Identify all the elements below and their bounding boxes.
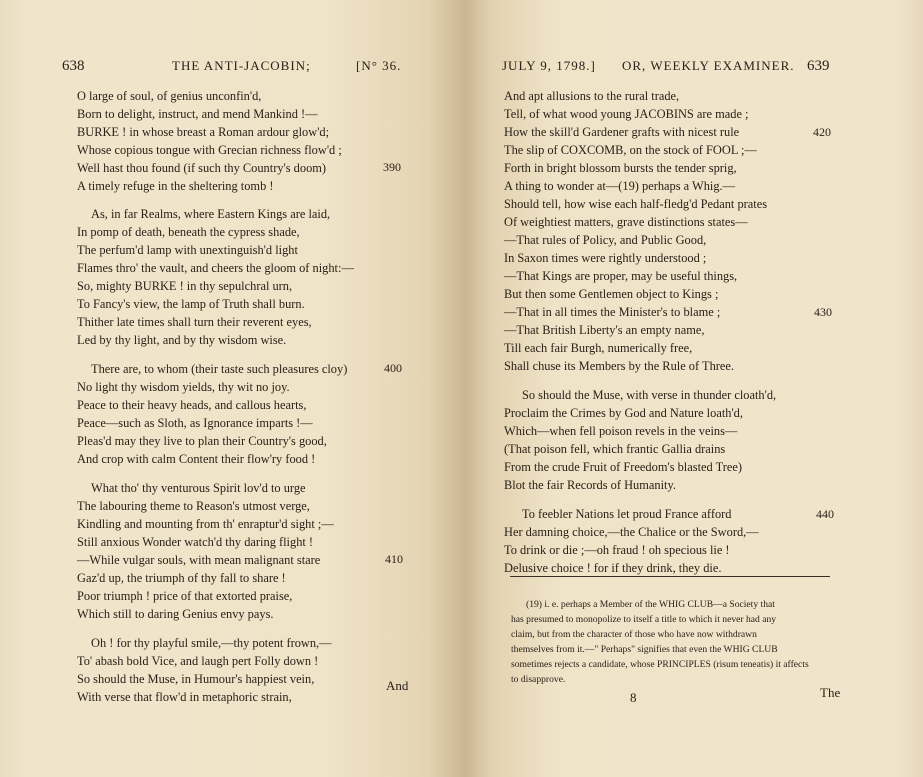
verse-line: So should the Muse, in Humour's happiest vein,: [77, 672, 315, 686]
verse-line: Flames thro' the vault, and cheers the gloom of night:—: [77, 261, 354, 275]
verse-line: Whose copious tongue with Grecian richness flow'd ;: [77, 143, 342, 157]
verse-line: How the skill'd Gardener grafts with nicest rule: [504, 125, 740, 139]
verse-line: Oh ! for thy playful smile,—thy potent frown,—: [91, 636, 332, 650]
verse-line: Proclaim the Crimes by God and Nature loath'd,: [504, 406, 743, 420]
running-head-title: OR, WEEKLY EXAMINER.: [622, 58, 795, 73]
verse-line: So should the Muse, with verse in thunder cloath'd,: [522, 388, 777, 402]
line-number: 430: [814, 305, 832, 319]
verse-line: Born to delight, instruct, and mend Mankind !—: [77, 107, 318, 121]
page-number: 638: [62, 58, 85, 74]
verse-line: Thither late times shall turn their reverent eyes,: [77, 315, 312, 329]
verse-line: Led by thy light, and by thy wisdom wise.: [77, 333, 287, 347]
right-page: [464, 0, 923, 777]
verse-line: To drink or die ;—oh fraud ! oh specious lie !: [504, 543, 730, 557]
verse-line: To' abash bold Vice, and laugh pert Folly down !: [77, 654, 319, 668]
verse-line: O large of soul, of genius unconfin'd,: [77, 89, 262, 103]
verse-line: Poor triumph ! price of that extorted praise,: [77, 589, 293, 603]
footnote-line: to disapprove.: [511, 674, 566, 685]
footnote-line: has presumed to monopolize to itself a title to which it never had any: [511, 614, 777, 625]
verse-line: As, in far Realms, where Eastern Kings are laid,: [91, 207, 331, 221]
footnote-rule: [510, 576, 830, 577]
line-number: 390: [383, 160, 401, 174]
verse-line: Gaz'd up, the triumph of thy fall to share !: [77, 571, 286, 585]
line-number: 410: [385, 552, 403, 566]
verse-line: No light thy wisdom yields, thy wit no joy.: [77, 380, 290, 394]
verse-line: BURKE ! in whose breast a Roman ardour glow'd;: [77, 125, 330, 139]
verse-line: Well hast thou found (if such thy Country's doom): [77, 161, 327, 175]
verse-line: Shall chuse its Members by the Rule of Three.: [504, 359, 734, 373]
verse-line: Which still to daring Genius envy pays.: [77, 607, 274, 621]
verse-line: —While vulgar souls, with mean malignant stare: [77, 553, 321, 567]
verse-line: The slip of COXCOMB, on the stock of FOOL ;—: [504, 143, 757, 157]
verse-line: The labouring theme to Reason's utmost verge,: [77, 499, 310, 513]
signature-mark: 8: [630, 690, 637, 705]
verse-line: Peace—such as Sloth, as Ignorance imparts !—: [77, 416, 313, 430]
running-head-issue: [N° 36.: [356, 58, 402, 73]
verse-line: Blot the fair Records of Humanity.: [504, 478, 676, 492]
verse-line: —That Kings are proper, may be useful things,: [504, 269, 738, 283]
line-number: 400: [384, 361, 402, 375]
verse-line: And crop with calm Content their flow'ry food !: [77, 452, 316, 466]
verse-line: So, mighty BURKE ! in thy sepulchral urn,: [77, 279, 293, 293]
verse-line: Which—when fell poison revels in the veins—: [504, 424, 738, 438]
verse-line: To feebler Nations let proud France afford: [522, 507, 732, 521]
running-head-title: THE ANTI-JACOBIN;: [172, 58, 311, 73]
verse-line: But then some Gentlemen object to Kings ;: [504, 287, 719, 301]
verse-line: Forth in bright blossom bursts the tender sprig,: [504, 161, 737, 175]
verse-line: And apt allusions to the rural trade,: [504, 89, 680, 103]
footnote-line: sometimes rejects a candidate, whose PRINCIPLES (risum teneatis) it affects: [511, 659, 809, 670]
verse-line: Of weightiest matters, grave distinctions states—: [504, 215, 748, 229]
verse-line: Kindling and mounting from th' enraptur'd sight ;—: [77, 517, 334, 531]
verse-line: Her damning choice,—the Chalice or the Sword,—: [504, 525, 759, 539]
verse-line: To Fancy's view, the lamp of Truth shall burn.: [77, 297, 305, 311]
verse-line: Till each fair Burgh, numerically free,: [504, 341, 693, 355]
verse-line: —That rules of Policy, and Public Good,: [504, 233, 707, 247]
footnote-line: claim, but from the character of those who have now withdrawn: [511, 629, 757, 640]
verse-line: From the crude Fruit of Freedom's blasted Tree): [504, 460, 742, 474]
verse-line: The perfum'd lamp with unextinguish'd light: [77, 243, 298, 257]
line-number: 420: [813, 125, 831, 139]
verse-line: —That British Liberty's an empty name,: [504, 323, 705, 337]
verse-line: In Saxon times were rightly understood ;: [504, 251, 707, 265]
verse-line: —That in all times the Minister's to blame ;: [504, 305, 721, 319]
catchword: And: [386, 678, 409, 693]
verse-line: There are, to whom (their taste such pleasures cloy): [91, 362, 348, 376]
line-number: 440: [816, 507, 834, 521]
verse-line: Pleas'd may they live to plan their Country's good,: [77, 434, 327, 448]
verse-line: Still anxious Wonder watch'd thy daring flight !: [77, 535, 314, 549]
verse-line: A thing to wonder at—(19) perhaps a Whig.—: [504, 179, 736, 193]
verse-line: Delusive choice ! for if they drink, they die.: [504, 561, 722, 575]
footnote-line: (19) i. e. perhaps a Member of the WHIG CLUB—a Society that: [526, 599, 775, 610]
page-number: 639: [807, 58, 830, 74]
verse-line: In pomp of death, beneath the cypress shade,: [77, 225, 300, 239]
verse-line: (That poison fell, which frantic Gallia drains: [504, 442, 726, 456]
footnote-line: themselves from it.—" Perhaps" signifies that even the WHIG CLUB: [511, 644, 778, 655]
verse-line: Tell, of what wood young JACOBINS are made ;: [504, 107, 749, 121]
verse-line: What tho' thy venturous Spirit lov'd to urge: [91, 481, 306, 495]
verse-line: Should tell, how wise each half-fledg'd Pedant prates: [504, 197, 768, 211]
verse-line: With verse that flow'd in metaphoric strain,: [77, 690, 292, 704]
running-head-date: JULY 9, 1798.]: [502, 58, 596, 73]
verse-line: A timely refuge in the sheltering tomb !: [77, 179, 274, 193]
verse-line: Peace to their heavy heads, and callous hearts,: [77, 398, 307, 412]
catchword: The: [820, 685, 841, 700]
